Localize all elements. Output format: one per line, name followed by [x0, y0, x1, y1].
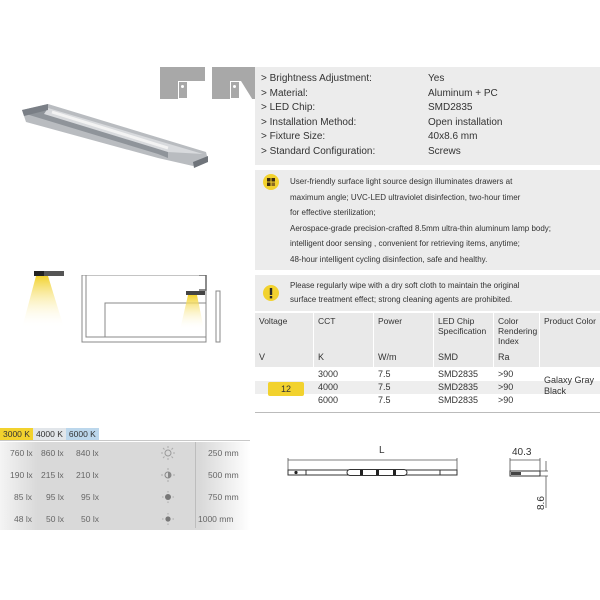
width-label: 40.3 [512, 447, 532, 458]
table-header [255, 313, 600, 368]
lux-row: 85 lx 95 lx 95 lx 750 mm [0, 486, 250, 508]
spec-row: > Installation Method: Open installation [261, 116, 503, 128]
height-label: 8.6 [536, 496, 547, 510]
feature-line: 48-hour intelligent cycling disinfection, safe and healthy. [290, 254, 488, 264]
tab-3000k[interactable]: 3000 K [0, 428, 33, 440]
feature-line: Aerospace-grade precision-crafted 8.5mm ultra-thin aluminum lamp body; [290, 223, 552, 233]
door-open-icon [212, 67, 257, 99]
spec-row: > Brightness Adjustment: Yes [261, 73, 445, 84]
drawer-installation-diagram [80, 275, 225, 345]
tab-6000k[interactable]: 6000 K [66, 428, 99, 440]
distance-axis [195, 442, 196, 528]
header-led-chip: LED Chip Specification SMD [434, 313, 494, 367]
header-cri: Color Rendering Index Ra [494, 313, 540, 367]
lux-row: 48 lx 50 lx 50 lx 1000 mm [0, 508, 250, 530]
spec-row: > Standard Configuration: Screws [261, 145, 461, 157]
warning-line: Please regularly wipe with a dry soft cloth to maintain the original [290, 281, 520, 290]
warning-line: surface treatment effect; strong cleaning agents are prohibited. [290, 295, 513, 304]
features-panel [255, 170, 600, 270]
sun-dim-icon [161, 490, 175, 504]
product-color: Galaxy Gray Black [544, 375, 595, 396]
table-row: 4000 7.5 SMD2835 >90 [255, 381, 600, 394]
table-row: 6000 7.5 SMD2835 >90 [318, 395, 514, 405]
spec-row: > Material: Aluminum + PC [261, 87, 498, 99]
exclamation-icon [263, 285, 279, 301]
voltage-badge: 12 [268, 382, 304, 396]
header-power: Power W/m [374, 313, 434, 367]
tab-4000k[interactable]: 4000 K [33, 428, 66, 440]
feature-line: intelligent door sensing , convenient for retrieving items, anytime; [290, 239, 520, 248]
feature-line: maximum angle; UVC-LED ultraviolet disinfection, two-hour timer [290, 192, 521, 202]
light-beam-diagram [20, 268, 70, 330]
spec-table [255, 313, 600, 413]
specifications-panel [255, 67, 600, 165]
length-label: L [379, 445, 385, 456]
feature-line: for effective sterilization; [290, 208, 376, 217]
feature-line: User-friendly surface light source design illuminates drawers at [290, 177, 513, 186]
door-closed-icon [160, 67, 205, 99]
dimension-drawing-length [285, 452, 460, 480]
lux-row: 760 lx 860 lx 840 lx 250 mm [0, 442, 250, 464]
spec-row: > LED Chip: SMD2835 [261, 102, 473, 113]
sun-half-icon [161, 468, 175, 482]
cct-tabs [0, 428, 99, 440]
grid-icon [263, 174, 279, 190]
warning-panel [255, 275, 600, 311]
lux-row: 190 lx 215 lx 210 lx 500 mm [0, 464, 250, 486]
table-row: 3000 7.5 SMD2835 >90 [318, 369, 514, 379]
product-image [18, 100, 218, 172]
spec-row: > Fixture Size: 40x8.6 mm [261, 131, 478, 142]
header-cct: CCT K [314, 313, 374, 367]
header-voltage: Voltage V [255, 313, 314, 367]
sun-bright-icon [161, 446, 175, 460]
sun-dimmest-icon [161, 512, 175, 526]
header-product-color: Product Color [544, 316, 596, 326]
